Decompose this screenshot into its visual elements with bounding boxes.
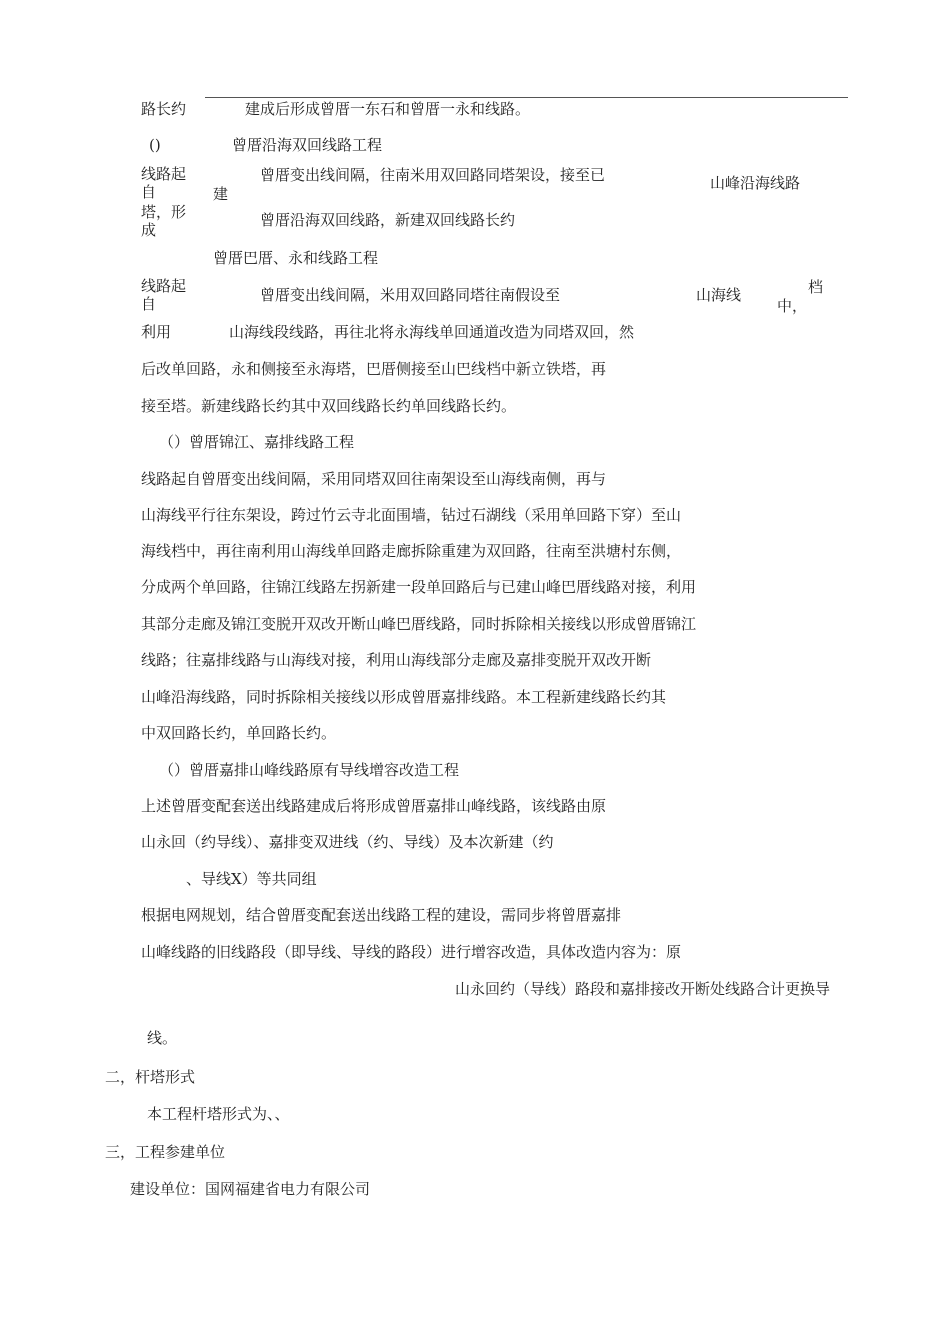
- text-line: 路长约: [141, 100, 187, 118]
- text-line: 山峰线路的旧线路段（即导线、导线的路段）进行增容改造，具体改造内容为：原: [141, 943, 682, 961]
- text-fragment: 山海线: [696, 286, 742, 304]
- text-line: 建成后形成曾厝一东石和曾厝一永和线路。: [245, 100, 531, 118]
- text-line: 线路；往嘉排线路与山海线对接，利用山海线部分走廊及嘉排变脱开双改开断: [141, 651, 652, 669]
- text-line: 海线档中，再往南利用山海线单回路走廊拆除重建为双回路，往南至洪塘村东侧，: [141, 542, 682, 560]
- text-fragment: 线路起: [141, 165, 187, 183]
- text-fragment: 塔，形: [141, 203, 187, 221]
- section-heading: 二，杆塔形式: [105, 1068, 196, 1086]
- text-line: 山海线平行往东架设，跨过竹云寺北面围墙，钻过石湖线（采用单回路下穿）至山: [141, 506, 682, 524]
- text-line: 山永回（约导线）、嘉排变双进线（约、导线）及本次新建（约: [141, 833, 554, 851]
- text-fragment: 自: [141, 183, 157, 201]
- section-heading: （）曾厝锦江、嘉排线路工程: [159, 433, 355, 451]
- text-fragment: 线路起: [141, 277, 187, 295]
- header-rule: [205, 97, 848, 98]
- text-line: 山峰沿海线路，同时拆除相关接线以形成曾厝嘉排线路。本工程新建线路长约其: [141, 688, 667, 706]
- text-line: 线路起自曾厝变出线间隔，采用同塔双回往南架设至山海线南侧，再与: [141, 470, 607, 488]
- text-fragment: 自: [141, 295, 157, 313]
- text-line: 、导线X）等共同组: [186, 870, 317, 888]
- text-line: 根据电网规划，结合曾厝变配套送出线路工程的建设，需同步将曾厝嘉排: [141, 906, 622, 924]
- text-fragment: 档: [808, 278, 824, 296]
- text-fragment: 中，: [777, 297, 808, 315]
- text-fragment: 成: [141, 221, 157, 239]
- text-line: 上述曾厝变配套送出线路建成后将形成曾厝嘉排山峰线路，该线路由原: [141, 797, 607, 815]
- text-line: 曾厝变出线间隔，往南米用双回路同塔架设，接至已: [260, 166, 606, 184]
- text-line: 其部分走廊及锦江变脱开双改开断山峰巴厝线路，同时拆除相关接线以形成曾厝锦江: [141, 615, 697, 633]
- text-line: 中双回路长约，单回路长约。: [141, 724, 337, 742]
- text-line: 利用: [141, 323, 172, 341]
- text-line: 建设单位：国网福建省电力有限公司: [130, 1180, 371, 1198]
- text-fragment: 山峰沿海线路: [710, 174, 801, 192]
- text-line: 曾厝变出线间隔，米用双回路同塔往南假设至: [260, 286, 561, 304]
- text-line: 山永回约（导线）路段和嘉排接改开断处线路合计更换导: [455, 980, 831, 998]
- section-heading: （）曾厝嘉排山峰线路原有导线增容改造工程: [159, 761, 460, 779]
- section-heading: 曾厝巴厝、永和线路工程: [213, 249, 379, 267]
- section-heading: 曾厝沿海双回线路工程: [232, 136, 383, 154]
- text-line: 分成两个单回路，往锦江线路左拐新建一段单回路后与已建山峰巴厝线路对接，利用: [141, 578, 697, 596]
- text-line: 山海线段线路，再往北将永海线单回通道改造为同塔双回，然: [229, 323, 635, 341]
- text-fragment: 建: [213, 185, 229, 203]
- section-heading: 三，工程参建单位: [105, 1143, 226, 1161]
- text-line: 线。: [147, 1029, 178, 1047]
- text-line: 后改单回路，永和侧接至永海塔，巴厝侧接至山巴线档中新立铁塔，再: [141, 360, 607, 378]
- text-line: (): [149, 136, 161, 154]
- text-line: 本工程杆塔形式为、、: [147, 1105, 290, 1123]
- text-line: 曾厝沿海双回线路，新建双回线路长约: [260, 211, 516, 229]
- text-line: 接至塔。新建线路长约其中双回线路长约单回线路长约。: [141, 397, 517, 415]
